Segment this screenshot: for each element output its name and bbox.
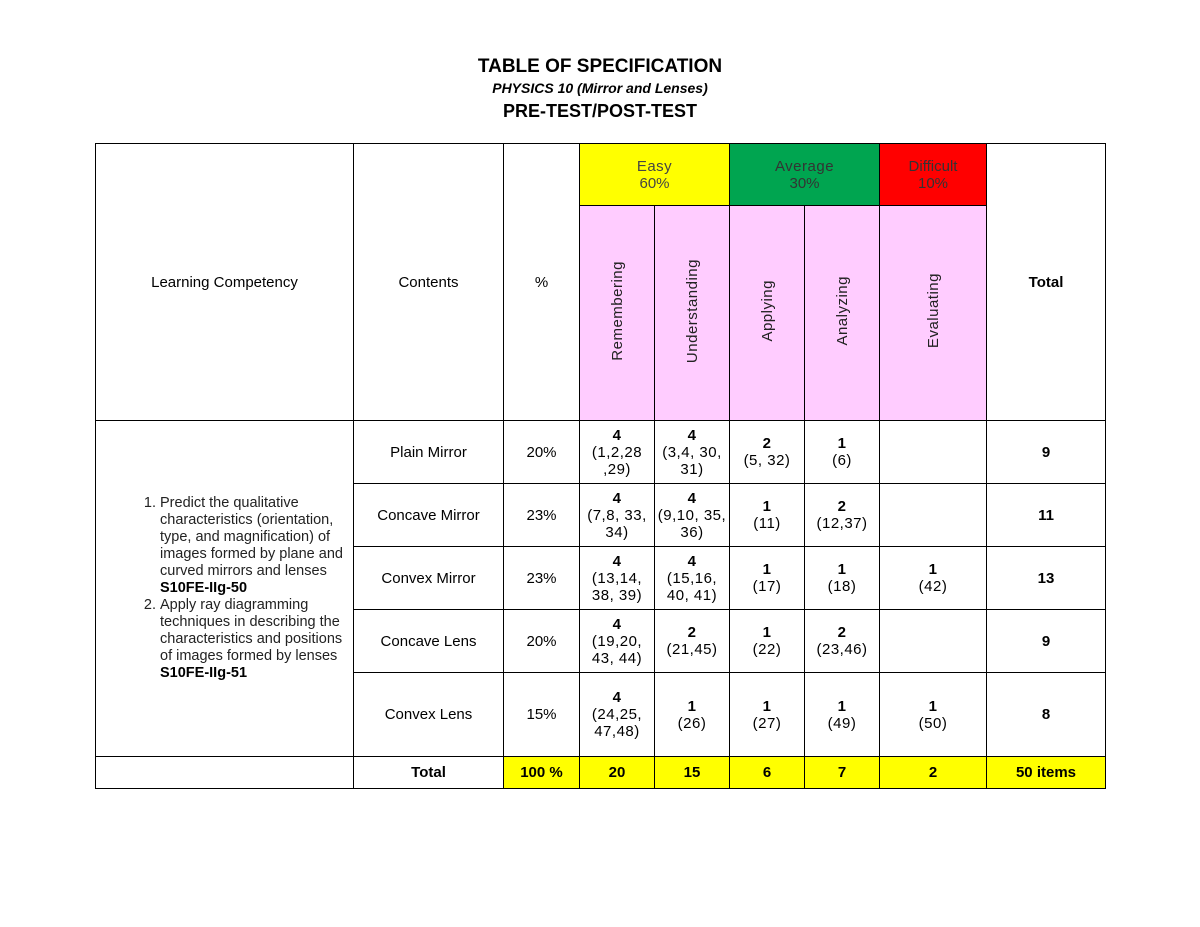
difficult-group-header: Difficult 10% bbox=[880, 144, 987, 206]
document-subtitle: PHYSICS 10 (Mirror and Lenses) bbox=[492, 80, 708, 96]
competency-cell bbox=[96, 421, 354, 757]
item-cell: 1 (42) bbox=[880, 547, 987, 610]
percent-cell: 23% bbox=[504, 484, 580, 547]
competency-item: 1. Predict the qualitative characteristics (orientation, type, and magnification) of images formed by plane and curved mirrors and lenses S10FE-IIg-50 bbox=[160, 495, 345, 597]
item-cell: 1 (17) bbox=[730, 547, 805, 610]
level-analyzing: Analyzing bbox=[805, 206, 880, 421]
total-remembering: 20 bbox=[580, 757, 655, 789]
level-evaluating: Evaluating bbox=[880, 206, 987, 421]
content-cell: Concave Lens bbox=[354, 610, 504, 673]
item-cell: 4 (24,25, 47,48) bbox=[580, 673, 655, 757]
item-cell: 1 (49) bbox=[805, 673, 880, 757]
percent-cell: 23% bbox=[504, 547, 580, 610]
item-cell: 1 (18) bbox=[805, 547, 880, 610]
total-analyzing: 7 bbox=[805, 757, 880, 789]
item-cell: 1 (11) bbox=[730, 484, 805, 547]
content-cell: Convex Lens bbox=[354, 673, 504, 757]
item-cell: 4 (15,16, 40, 41) bbox=[655, 547, 730, 610]
total-applying: 6 bbox=[730, 757, 805, 789]
level-applying: Applying bbox=[730, 206, 805, 421]
percent-cell: 15% bbox=[504, 673, 580, 757]
table-row bbox=[96, 421, 1106, 484]
item-cell bbox=[880, 610, 987, 673]
totals-label: Total bbox=[354, 757, 504, 789]
item-cell: 4 (7,8, 33, 34) bbox=[580, 484, 655, 547]
easy-group-header: Easy 60% bbox=[580, 144, 730, 206]
total-evaluating: 2 bbox=[880, 757, 987, 789]
percent-cell: 20% bbox=[504, 421, 580, 484]
item-cell bbox=[880, 421, 987, 484]
level-understanding: Understanding bbox=[655, 206, 730, 421]
item-cell: 2 (23,46) bbox=[805, 610, 880, 673]
percent-header: % bbox=[504, 144, 580, 421]
content-cell: Plain Mirror bbox=[354, 421, 504, 484]
item-cell: 2 (12,37) bbox=[805, 484, 880, 547]
contents-header: Contents bbox=[354, 144, 504, 421]
row-total-cell: 9 bbox=[987, 610, 1106, 673]
item-cell: 4 (13,14, 38, 39) bbox=[580, 547, 655, 610]
item-cell: 1 (27) bbox=[730, 673, 805, 757]
row-total-cell: 9 bbox=[987, 421, 1106, 484]
content-cell: Convex Mirror bbox=[354, 547, 504, 610]
row-total-cell: 8 bbox=[987, 673, 1106, 757]
item-cell: 4 (1,2,28 ,29) bbox=[580, 421, 655, 484]
percent-cell: 20% bbox=[504, 610, 580, 673]
specification-table bbox=[95, 143, 1106, 789]
row-total-cell: 13 bbox=[987, 547, 1106, 610]
item-cell: 1 (22) bbox=[730, 610, 805, 673]
item-cell: 4 (3,4, 30, 31) bbox=[655, 421, 730, 484]
item-cell: 1 (6) bbox=[805, 421, 880, 484]
total-understanding: 15 bbox=[655, 757, 730, 789]
document-title: TABLE OF SPECIFICATION bbox=[477, 56, 723, 77]
content-cell: Concave Mirror bbox=[354, 484, 504, 547]
empty-cell bbox=[96, 757, 354, 789]
total-header: Total bbox=[987, 144, 1106, 421]
row-total-cell: 11 bbox=[987, 484, 1106, 547]
item-cell: 1 (50) bbox=[880, 673, 987, 757]
competency-item: 2. Apply ray diagramming techniques in describing the characteristics and positions of images formed by lenses S10FE-IIg-51 bbox=[160, 597, 345, 682]
item-cell bbox=[880, 484, 987, 547]
item-cell: 2 (5, 32) bbox=[730, 421, 805, 484]
item-cell: 4 (19,20, 43, 44) bbox=[580, 610, 655, 673]
item-cell: 2 (21,45) bbox=[655, 610, 730, 673]
totals-percent: 100 % bbox=[504, 757, 580, 789]
average-group-header: Average 30% bbox=[730, 144, 880, 206]
test-type-heading: PRE-TEST/POST-TEST bbox=[502, 101, 698, 121]
totals-row bbox=[96, 757, 1106, 789]
learning-competency-header: Learning Competency bbox=[96, 144, 354, 421]
grand-total: 50 items bbox=[987, 757, 1106, 789]
item-cell: 4 (9,10, 35, 36) bbox=[655, 484, 730, 547]
item-cell: 1 (26) bbox=[655, 673, 730, 757]
level-remembering: Remembering bbox=[580, 206, 655, 421]
